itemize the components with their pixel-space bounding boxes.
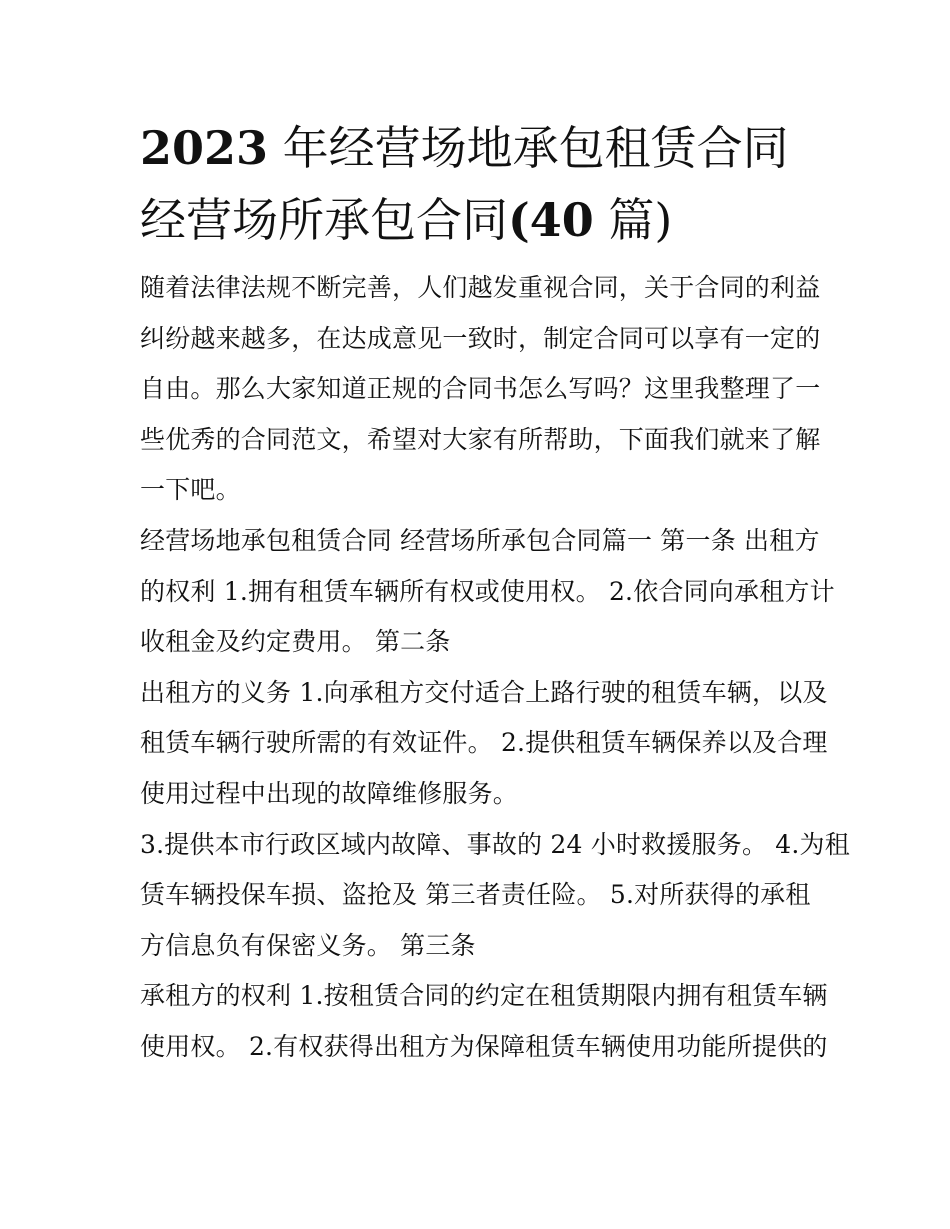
title-line-1 (140, 112, 812, 184)
text-line: 使用权。 2.有权获得出租方为保障租赁车辆使用功能所提供的 (140, 1031, 828, 1061)
paragraph-lessee-rights (140, 971, 828, 1072)
title-line-2 (140, 184, 812, 256)
text-line: 些优秀的合同范文，希望对大家有所帮助，下面我们就来了解 (140, 424, 821, 454)
text-line: 3.提供本市行政区域内故障、事故的 24 小时救援服务。 4.为租 (140, 829, 850, 859)
paragraph-services (140, 820, 850, 972)
text-line: 赁车辆投保车损、盗抢及 第三者责任险。 5.对所获得的承租 (140, 880, 811, 910)
paragraph-article-1 (140, 516, 835, 668)
text-line: 使用过程中出现的故障维修服务。 (140, 778, 519, 808)
text-line: 方信息负有保密义务。 第三条 (140, 930, 476, 960)
title-count: (40 (508, 193, 594, 247)
text-line: 租赁车辆行驶所需的有效证件。 2.提供租赁车辆保养以及合理 (140, 728, 828, 758)
title-line-2-text: 经营场所承包合同 (140, 193, 508, 247)
document-title (140, 112, 812, 256)
title-year: 2023 (140, 121, 269, 175)
document-body (140, 263, 850, 1073)
text-line: 自由。那么大家知道正规的合同书怎么写吗？这里我整理了一 (140, 374, 821, 404)
text-line: 随着法律法规不断完善，人们越发重视合同，关于合同的利益 (140, 273, 821, 302)
text-line: 经营场地承包租赁合同 经营场所承包合同篇一 第一条 出租方 (140, 525, 820, 555)
text-line: 的权利 1.拥有租赁车辆所有权或使用权。 2.依合同向承租方计 (140, 576, 835, 606)
title-line-1-text: 年经营场地承包租赁合同 (268, 121, 789, 175)
text-line: 纠纷越来越多，在达成意见一致时，制定合同可以享有一定的 (140, 323, 821, 353)
text-line: 出租方的义务 1.向承租方交付适合上路行驶的租赁车辆，以及 (140, 677, 828, 707)
document-page (140, 112, 850, 1073)
title-line-2-suffix: 篇) (593, 193, 673, 247)
text-line: 一下吧。 (140, 475, 241, 505)
text-line: 承租方的权利 1.按租赁合同的约定在租赁期限内拥有租赁车辆 (140, 981, 828, 1011)
text-line: 收租金及约定费用。 第二条 (140, 627, 451, 657)
paragraph-lessor-duties (140, 668, 828, 820)
paragraph-intro (140, 263, 821, 516)
